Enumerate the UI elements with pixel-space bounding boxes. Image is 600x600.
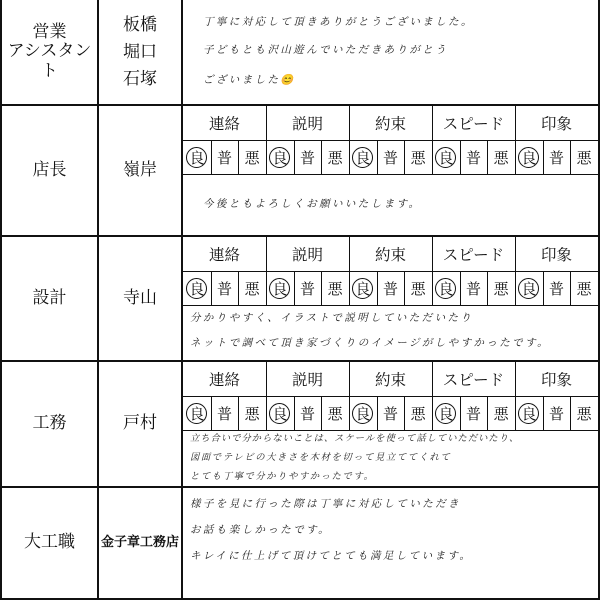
rating-grade: 悪 <box>244 404 260 423</box>
rating-category: スピード <box>442 371 505 389</box>
rating-rule <box>183 305 598 306</box>
rating-grade: 普 <box>299 148 315 167</box>
rating-grade: 普 <box>299 279 315 298</box>
rating-grade: 良 <box>266 271 294 305</box>
rating-grade: 普 <box>216 404 232 423</box>
rating-category: 説明 <box>291 371 323 389</box>
rating-grade: 良 <box>183 140 211 174</box>
rating-grade: 普 <box>465 404 481 423</box>
rating-grade: 良 <box>266 396 294 430</box>
rating-grade: 良 <box>266 140 294 174</box>
rating-grade: 悪 <box>493 279 509 298</box>
rating-grade: 良 <box>515 396 543 430</box>
rating-grade: 悪 <box>576 279 592 298</box>
rating-grade: 悪 <box>327 148 343 167</box>
role-label: 工務 <box>32 413 67 434</box>
rating-grade: 良 <box>349 271 377 305</box>
rating-grade: 良 <box>183 396 211 430</box>
rating-rule <box>183 430 598 431</box>
rating-grade: 悪 <box>493 404 509 423</box>
rating-grade: 悪 <box>410 404 426 423</box>
rating-grade: 普 <box>216 279 232 298</box>
comment-line: 図面でテレビの大きさを木材を切って見立ててくれて <box>190 452 452 463</box>
comment-line: 今後ともよろしくお願いいたします。 <box>203 198 422 210</box>
rating-grade: 普 <box>299 404 315 423</box>
rating-grade: 良 <box>432 396 460 430</box>
person-name: 嶺岸 <box>123 159 157 180</box>
rating-grade: 悪 <box>244 148 260 167</box>
rating-grade: 悪 <box>327 279 343 298</box>
rating-grade: 良 <box>349 140 377 174</box>
rating-grade: 普 <box>548 279 564 298</box>
rating-grade: 悪 <box>327 404 343 423</box>
rating-category: 印象 <box>540 246 572 264</box>
rating-grade: 普 <box>465 279 481 298</box>
rating-grade: 悪 <box>244 279 260 298</box>
rating-grade: 悪 <box>576 404 592 423</box>
role-label: 店長 <box>32 159 67 180</box>
rating-category: 連絡 <box>208 115 240 133</box>
person-names <box>99 0 181 104</box>
person-name: 堀口 <box>123 41 157 62</box>
rating-grade: 悪 <box>576 148 592 167</box>
role-label: 営業 アシスタント <box>7 21 92 81</box>
rating-grade: 悪 <box>410 279 426 298</box>
rating-grade: 悪 <box>493 148 509 167</box>
comment-line: ネットで調べて頂き家づくりのイメージがしやすかったです。 <box>190 337 551 349</box>
comment-line: 子どもとも沢山遊んでいただきありがとう <box>203 44 449 56</box>
rating-grade: 良 <box>515 140 543 174</box>
person-name: 寺山 <box>123 287 157 308</box>
rating-category: スピード <box>442 246 505 264</box>
rating-grade: 普 <box>548 404 564 423</box>
person-name: 板橋 <box>123 14 157 35</box>
rating-category: 印象 <box>540 371 572 389</box>
rating-category: 連絡 <box>208 246 240 264</box>
person-name: 戸村 <box>123 413 157 434</box>
rating-grade: 良 <box>183 271 211 305</box>
comment-line: 分かりやすく、イラストで説明していただいたり <box>190 312 474 324</box>
rating-grade: 普 <box>382 148 398 167</box>
rating-grade: 良 <box>432 271 460 305</box>
rating-category: 説明 <box>291 246 323 264</box>
rating-category: 約束 <box>374 246 406 264</box>
comment-line: お話も楽しかったです。 <box>190 524 332 536</box>
rating-grade: 良 <box>515 271 543 305</box>
person-name: 石塚 <box>123 68 157 89</box>
rating-grade: 悪 <box>410 148 426 167</box>
comment-line: とても丁寧で分かりやすかったです。 <box>190 471 375 482</box>
role-label: 大工職 <box>24 532 75 553</box>
rating-grade: 普 <box>382 279 398 298</box>
rating-category: スピード <box>442 115 505 133</box>
rating-grade: 普 <box>465 148 481 167</box>
comment-line: 立ち合いで分からないことは、スケールを使って話していただいたり、 <box>190 433 520 444</box>
person-name: 金子章工務店 <box>100 534 179 550</box>
rating-grade: 普 <box>548 148 564 167</box>
comment-line: 様子を見に行った際は丁寧に対応していただき <box>190 498 461 510</box>
rating-grade: 普 <box>382 404 398 423</box>
rating-category: 約束 <box>374 115 406 133</box>
comment-line: キレイに仕上げて頂けてとても満足しています。 <box>190 550 473 562</box>
comment-line: 丁寧に対応して頂きありがとうございました。 <box>203 16 474 28</box>
rating-category: 連絡 <box>208 371 240 389</box>
rating-category: 印象 <box>540 115 572 133</box>
rating-grade: 良 <box>349 396 377 430</box>
rating-category: 約束 <box>374 371 406 389</box>
role-label: 設計 <box>32 287 67 308</box>
comment-line: ございました😊 <box>203 74 296 86</box>
rating-grade: 良 <box>432 140 460 174</box>
rating-rule <box>183 174 598 175</box>
rating-category: 説明 <box>291 115 323 133</box>
rating-grade: 普 <box>216 148 232 167</box>
